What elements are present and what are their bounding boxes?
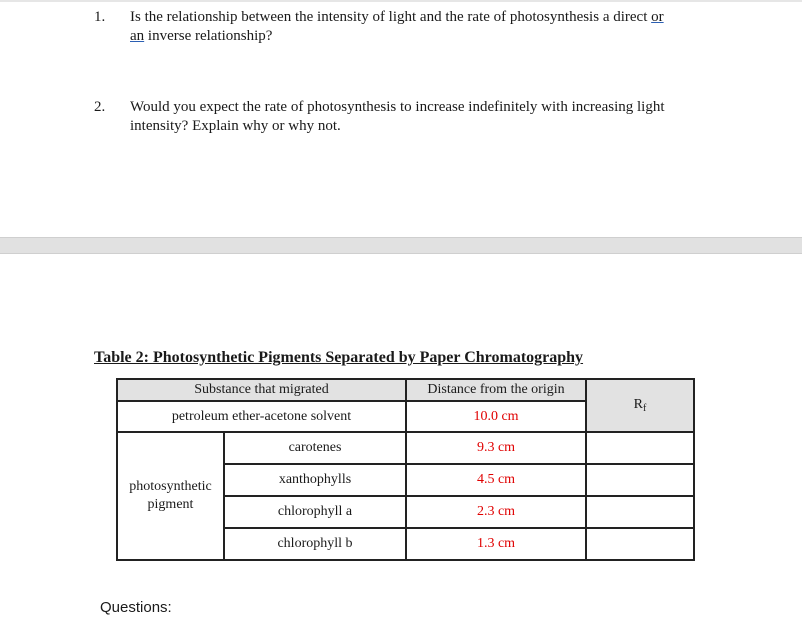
pigment-name: carotenes xyxy=(224,432,406,464)
question-2 xyxy=(94,98,754,138)
page-break xyxy=(0,237,802,254)
chromatography-table xyxy=(116,378,695,561)
table-row xyxy=(117,432,694,464)
pigment-group-label: photosynthetic pigment xyxy=(117,432,224,560)
rf-cell[interactable] xyxy=(586,464,694,496)
pigment-name: xanthophylls xyxy=(224,464,406,496)
question-2-line-1: Would you expect the rate of photosynthesis to increase indefinitely with increasing light xyxy=(130,99,665,115)
question-2-line-2: intensity? Explain why or why not. xyxy=(130,118,341,134)
question-2-number: 2. xyxy=(94,99,106,115)
solvent-label: petroleum ether-acetone solvent xyxy=(117,401,406,432)
pigment-name: chlorophyll a xyxy=(224,496,406,528)
header-rf: $R_f$ xyxy=(586,379,694,432)
questions-heading: Questions: xyxy=(100,599,172,616)
pigment-distance: 4.5 cm xyxy=(406,464,586,496)
table-header-row xyxy=(117,379,694,401)
table-caption: Table 2: Photosynthetic Pigments Separated by Paper Chromatography xyxy=(94,349,584,366)
rf-cell[interactable] xyxy=(586,432,694,464)
question-1-text: Is the relationship between the intensity of light and the rate of photosynthesis a direct xyxy=(130,9,652,25)
pigment-distance: 9.3 cm xyxy=(406,432,586,464)
rf-cell[interactable] xyxy=(586,496,694,528)
solvent-distance: 10.0 cm xyxy=(406,401,586,432)
header-distance: Distance from the origin xyxy=(406,379,586,401)
rf-cell[interactable] xyxy=(586,528,694,560)
question-1-an: an xyxy=(130,28,145,44)
pigment-distance: 2.3 cm xyxy=(406,496,586,528)
top-rule xyxy=(0,0,802,2)
question-1 xyxy=(94,8,754,48)
question-1-or: or xyxy=(651,9,664,25)
pigment-name: chlorophyll b xyxy=(224,528,406,560)
question-1-text-rest: inverse relationship? xyxy=(144,28,273,44)
pigment-distance: 1.3 cm xyxy=(406,528,586,560)
question-1-number: 1. xyxy=(94,9,106,25)
header-substance: Substance that migrated xyxy=(117,379,406,401)
